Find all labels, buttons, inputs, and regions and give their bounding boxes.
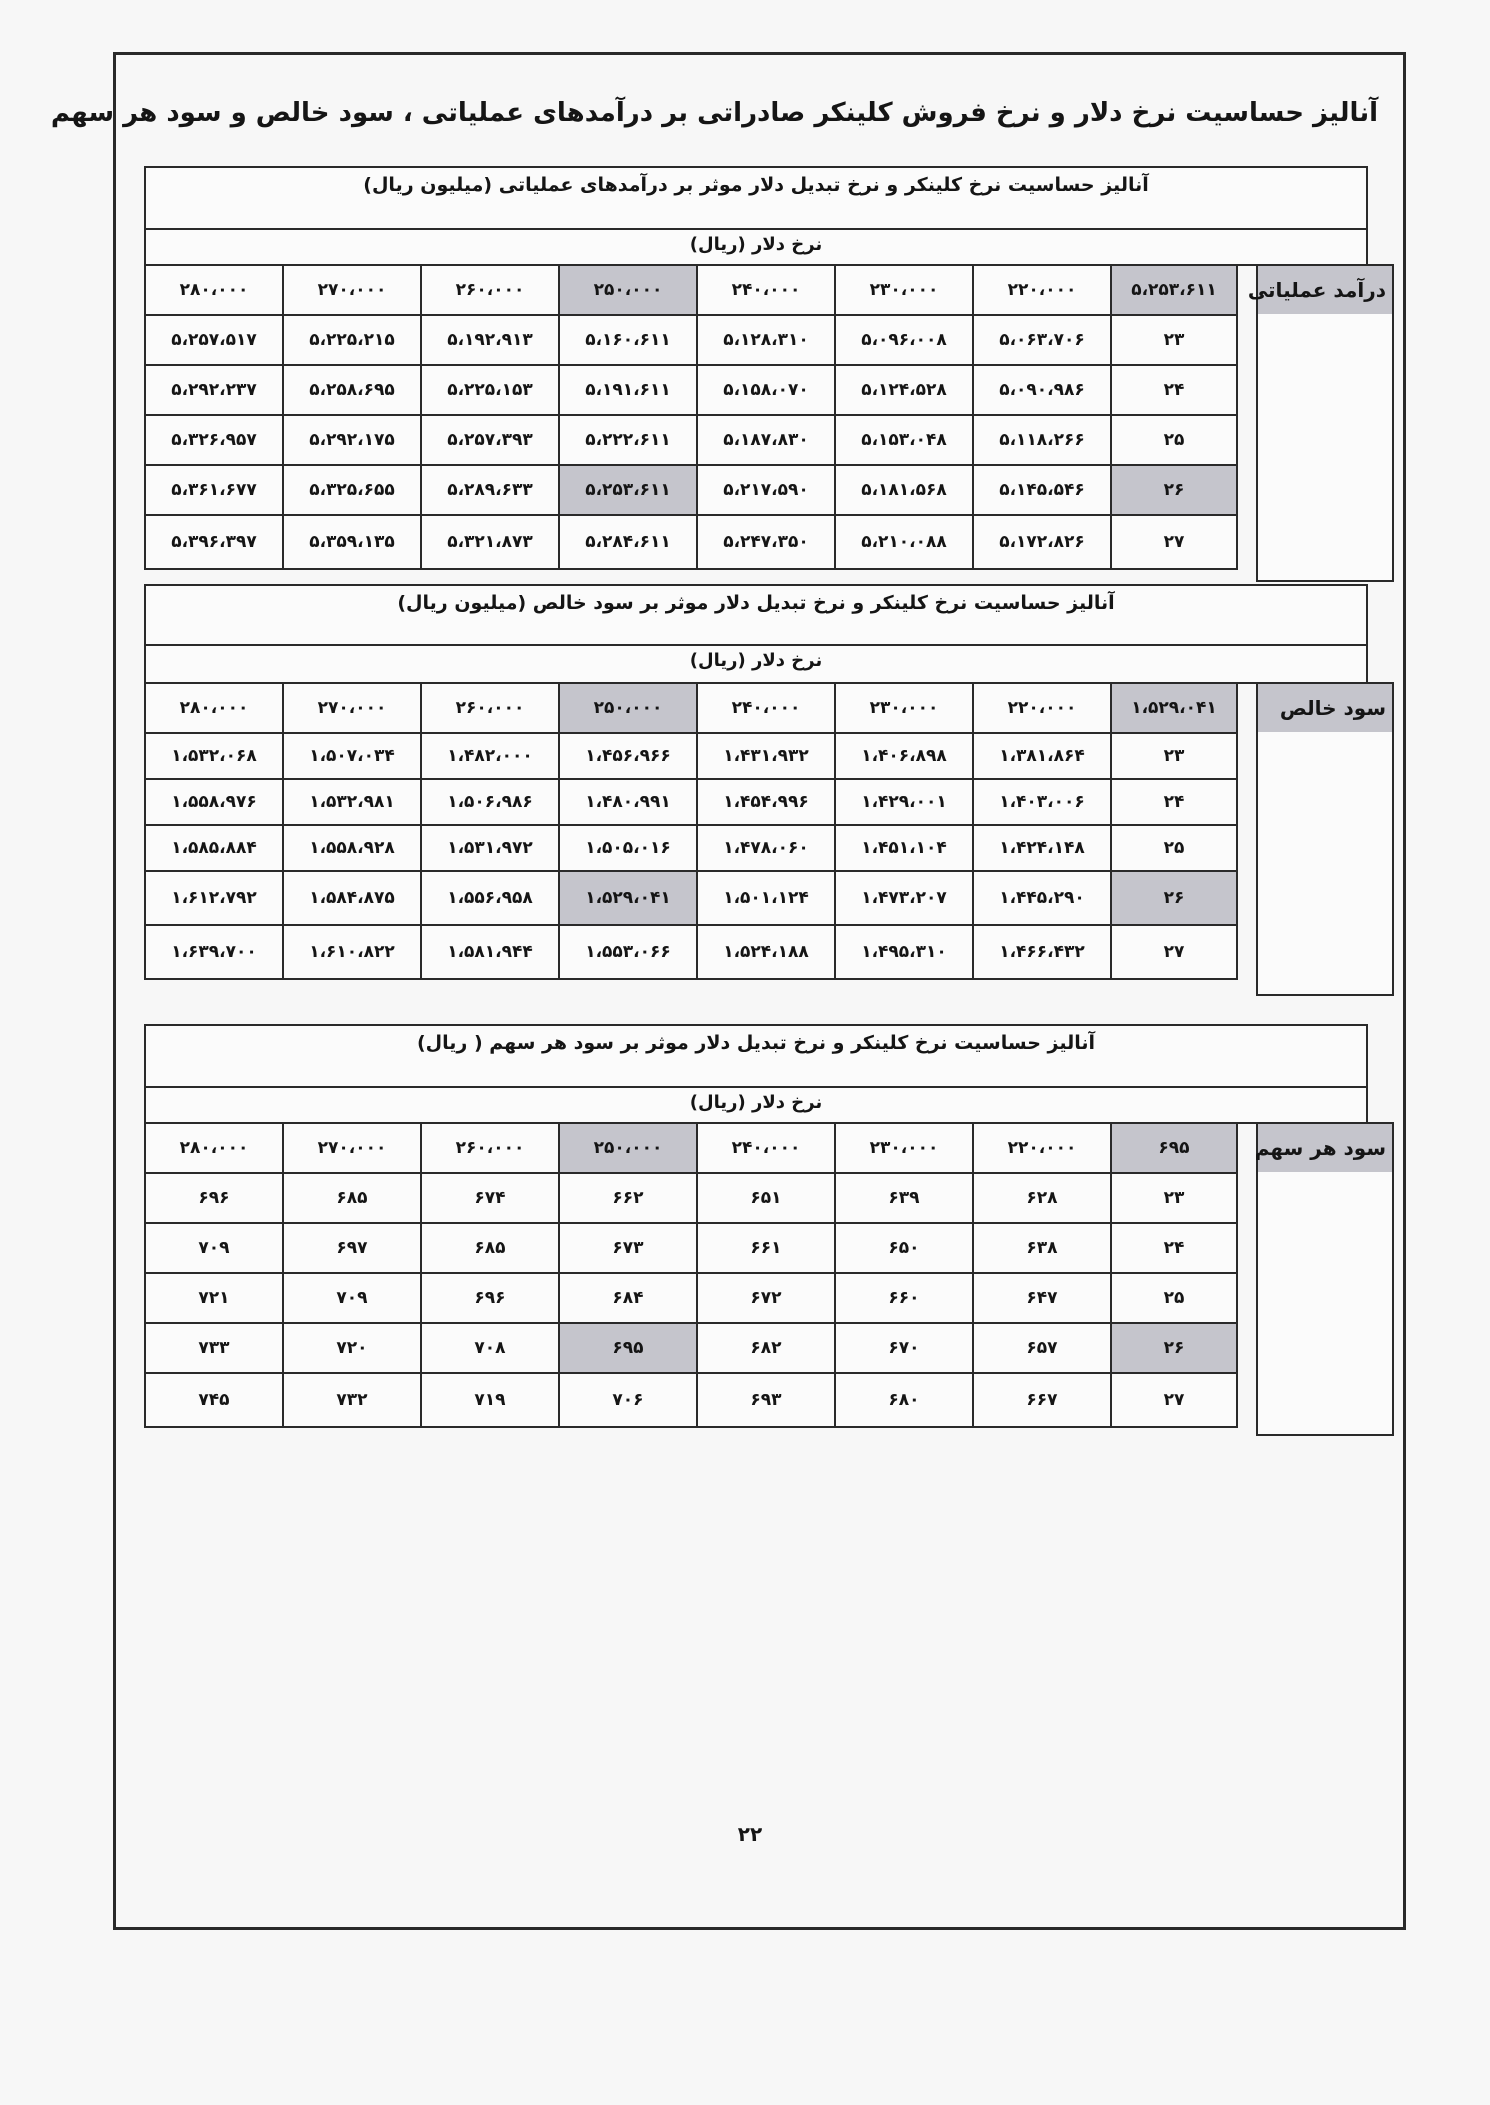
dollar-rate-header: ۲۲۰،۰۰۰ [973,265,1111,315]
value-cell: ۱،۶۱۲،۷۹۲ [145,871,283,925]
value-cell: ۵،۲۹۲،۱۷۵ [283,415,421,465]
value-cell: ۷۰۶ [559,1373,697,1427]
value-cell: ۱،۴۴۵،۲۹۰ [973,871,1111,925]
value-cell: ۱،۵۸۱،۹۴۴ [421,925,559,979]
value-cell: ۶۹۳ [697,1373,835,1427]
value-cell: ۵،۲۵۷،۳۹۳ [421,415,559,465]
dollar-rate-header: ۲۶۰،۰۰۰ [421,1123,559,1173]
value-cell: ۵،۱۸۷،۸۳۰ [697,415,835,465]
value-cell: ۱،۵۲۴،۱۸۸ [697,925,835,979]
value-cell: ۷۰۸ [421,1323,559,1373]
value-cell: ۵،۳۶۱،۶۷۷ [145,465,283,515]
dollar-rate-header: ۲۲۰،۰۰۰ [973,683,1111,733]
value-cell: ۱،۴۰۶،۸۹۸ [835,733,973,779]
section-subtitle: نرخ دلار (ریال) [689,650,823,671]
value-cell: ۶۷۳ [559,1223,697,1273]
label-column [1256,314,1394,582]
section-header [144,166,1368,266]
label-column [1256,1172,1394,1436]
value-cell: ۶۳۹ [835,1173,973,1223]
dollar-rate-header: ۲۵۰،۰۰۰ [559,265,697,315]
section-header [144,584,1368,684]
value-cell: ۵،۲۲۵،۲۱۵ [283,315,421,365]
value-cell: ۵،۰۹۶،۰۰۸ [835,315,973,365]
value-cell: ۱،۵۰۶،۹۸۶ [421,779,559,825]
table-row [145,465,1237,515]
value-cell: ۷۰۹ [283,1273,421,1323]
value-cell: ۱،۵۵۸،۹۲۸ [283,825,421,871]
value-cell: ۵،۱۹۱،۶۱۱ [559,365,697,415]
dollar-rate-header: ۲۴۰،۰۰۰ [697,1123,835,1173]
value-cell: ۱،۵۰۱،۱۲۴ [697,871,835,925]
value-cell: ۶۲۸ [973,1173,1111,1223]
value-cell: ۶۹۶ [145,1173,283,1223]
value-cell: ۱،۵۳۱،۹۷۲ [421,825,559,871]
section-subtitle: نرخ دلار (ریال) [689,1092,823,1113]
sensitivity-table [144,264,1238,570]
clinker-rate-cell: ۲۷ [1111,925,1237,979]
base-value-cell: ۱،۵۲۹،۰۴۱ [1111,683,1237,733]
table-row [145,871,1237,925]
value-cell: ۱،۵۵۸،۹۷۶ [145,779,283,825]
dollar-rate-header: ۲۷۰،۰۰۰ [283,1123,421,1173]
value-cell: ۱،۵۰۷،۰۳۴ [283,733,421,779]
value-cell: ۵،۱۵۸،۰۷۰ [697,365,835,415]
value-cell: ۱،۴۶۶،۴۳۲ [973,925,1111,979]
page-number: ۲۲ [737,1822,763,1846]
clinker-rate-cell: ۲۳ [1111,315,1237,365]
value-cell: ۶۶۷ [973,1373,1111,1427]
section-title: آنالیز حساسیت نرخ کلینکر و نرخ تبدیل دلار موثر بر درآمدهای عملیاتی (میلیون ریال) [363,174,1149,196]
row-label-operating-revenue: درآمد عملیاتی [1256,264,1394,316]
table-row [145,779,1237,825]
base-value-cell: ۶۹۵ [1111,1123,1237,1173]
value-cell: ۵،۱۱۸،۲۶۶ [973,415,1111,465]
value-cell: ۵،۳۹۶،۳۹۷ [145,515,283,569]
value-cell: ۱،۵۸۵،۸۸۴ [145,825,283,871]
label-column [1256,732,1394,996]
value-cell: ۵،۱۲۸،۳۱۰ [697,315,835,365]
value-cell: ۵،۱۷۲،۸۲۶ [973,515,1111,569]
clinker-rate-cell: ۲۵ [1111,825,1237,871]
value-cell: ۶۷۰ [835,1323,973,1373]
section-subtitle: نرخ دلار (ریال) [689,234,823,255]
value-cell: ۷۰۹ [145,1223,283,1273]
divider [146,228,1366,230]
clinker-rate-cell: ۲۳ [1111,1173,1237,1223]
clinker-rate-cell: ۲۵ [1111,415,1237,465]
value-cell: ۵،۳۵۹،۱۳۵ [283,515,421,569]
value-cell: ۶۴۷ [973,1273,1111,1323]
header-row [145,683,1237,733]
value-cell: ۵،۲۱۷،۵۹۰ [697,465,835,515]
value-cell: ۵،۲۸۹،۶۳۳ [421,465,559,515]
value-cell: ۷۳۳ [145,1323,283,1373]
value-cell: ۵،۱۸۱،۵۶۸ [835,465,973,515]
clinker-rate-cell: ۲۶ [1111,465,1237,515]
clinker-rate-cell: ۲۵ [1111,1273,1237,1323]
value-cell: ۵،۱۴۵،۵۴۶ [973,465,1111,515]
value-cell: ۱،۴۲۹،۰۰۱ [835,779,973,825]
value-cell: ۱،۶۱۰،۸۲۲ [283,925,421,979]
value-cell: ۵،۱۵۳،۰۴۸ [835,415,973,465]
value-cell: ۷۴۵ [145,1373,283,1427]
value-cell: ۵،۲۱۰،۰۸۸ [835,515,973,569]
table-row [145,825,1237,871]
divider [146,1086,1366,1088]
value-cell: ۶۸۵ [283,1173,421,1223]
row-label-eps: سود هر سهم [1256,1122,1394,1174]
value-cell: ۱،۶۳۹،۷۰۰ [145,925,283,979]
page-title: آنالیز حساسیت نرخ دلار و نرخ فروش کلینکر صادراتی بر درآمدهای عملیاتی ، سود خالص و سود هر سهم [50,98,1378,128]
value-cell: ۶۸۵ [421,1223,559,1273]
value-cell: ۵،۰۹۰،۹۸۶ [973,365,1111,415]
dollar-rate-header: ۲۷۰،۰۰۰ [283,683,421,733]
sensitivity-table [144,1122,1238,1428]
dollar-rate-header: ۲۳۰،۰۰۰ [835,683,973,733]
value-cell: ۶۹۶ [421,1273,559,1323]
clinker-rate-cell: ۲۴ [1111,365,1237,415]
value-cell: ۱،۵۵۳،۰۶۶ [559,925,697,979]
value-cell: ۱،۴۸۲،۰۰۰ [421,733,559,779]
value-cell: ۵،۳۲۵،۶۵۵ [283,465,421,515]
dollar-rate-header: ۲۳۰،۰۰۰ [835,1123,973,1173]
value-cell: ۱،۴۰۳،۰۰۶ [973,779,1111,825]
value-cell: ۱،۴۸۰،۹۹۱ [559,779,697,825]
clinker-rate-cell: ۲۴ [1111,1223,1237,1273]
dollar-rate-header: ۲۶۰،۰۰۰ [421,265,559,315]
clinker-rate-cell: ۲۷ [1111,1373,1237,1427]
clinker-rate-cell: ۲۶ [1111,1323,1237,1373]
value-cell: ۵،۲۴۷،۳۵۰ [697,515,835,569]
table-row [145,1173,1237,1223]
value-cell: ۵،۰۶۳،۷۰۶ [973,315,1111,365]
value-cell: ۶۷۴ [421,1173,559,1223]
section-title: آنالیز حساسیت نرخ کلینکر و نرخ تبدیل دلار موثر بر سود خالص (میلیون ریال) [397,592,1115,614]
value-cell: ۱،۴۳۱،۹۳۲ [697,733,835,779]
table-row [145,515,1237,569]
value-cell: ۵،۲۵۳،۶۱۱ [559,465,697,515]
value-cell: ۵،۳۲۶،۹۵۷ [145,415,283,465]
value-cell: ۵،۳۲۱،۸۷۳ [421,515,559,569]
value-cell: ۱،۵۲۹،۰۴۱ [559,871,697,925]
value-cell: ۱،۴۹۵،۳۱۰ [835,925,973,979]
value-cell: ۶۵۰ [835,1223,973,1273]
value-cell: ۶۵۱ [697,1173,835,1223]
dollar-rate-header: ۲۷۰،۰۰۰ [283,265,421,315]
clinker-rate-cell: ۲۴ [1111,779,1237,825]
value-cell: ۶۶۱ [697,1223,835,1273]
value-cell: ۱،۴۵۶،۹۶۶ [559,733,697,779]
divider [146,644,1366,646]
section-header [144,1024,1368,1124]
value-cell: ۵،۲۲۲،۶۱۱ [559,415,697,465]
header-row [145,1123,1237,1173]
value-cell: ۷۱۹ [421,1373,559,1427]
value-cell: ۱،۵۳۲،۹۸۱ [283,779,421,825]
dollar-rate-header: ۲۴۰،۰۰۰ [697,265,835,315]
base-value-cell: ۵،۲۵۳،۶۱۱ [1111,265,1237,315]
value-cell: ۱،۵۳۲،۰۶۸ [145,733,283,779]
value-cell: ۱،۵۵۶،۹۵۸ [421,871,559,925]
table-row [145,315,1237,365]
dollar-rate-header: ۲۲۰،۰۰۰ [973,1123,1111,1173]
value-cell: ۱،۵۰۵،۰۱۶ [559,825,697,871]
value-cell: ۶۸۴ [559,1273,697,1323]
value-cell: ۶۸۲ [697,1323,835,1373]
value-cell: ۵،۲۹۲،۲۳۷ [145,365,283,415]
section-title: آنالیز حساسیت نرخ کلینکر و نرخ تبدیل دلار موثر بر سود هر سهم ( ریال) [416,1032,1095,1054]
header-row [145,265,1237,315]
table-row [145,733,1237,779]
table-row [145,415,1237,465]
value-cell: ۶۷۲ [697,1273,835,1323]
table-row [145,1273,1237,1323]
dollar-rate-header: ۲۸۰،۰۰۰ [145,1123,283,1173]
dollar-rate-header: ۲۶۰،۰۰۰ [421,683,559,733]
value-cell: ۱،۴۷۸،۰۶۰ [697,825,835,871]
clinker-rate-cell: ۲۳ [1111,733,1237,779]
value-cell: ۷۲۰ [283,1323,421,1373]
value-cell: ۶۸۰ [835,1373,973,1427]
table-row [145,1223,1237,1273]
value-cell: ۱،۵۸۴،۸۷۵ [283,871,421,925]
dollar-rate-header: ۲۵۰،۰۰۰ [559,1123,697,1173]
value-cell: ۶۹۷ [283,1223,421,1273]
sensitivity-table [144,682,1238,980]
value-cell: ۶۵۷ [973,1323,1111,1373]
value-cell: ۵،۱۶۰،۶۱۱ [559,315,697,365]
value-cell: ۶۹۵ [559,1323,697,1373]
value-cell: ۵،۲۵۷،۵۱۷ [145,315,283,365]
clinker-rate-cell: ۲۷ [1111,515,1237,569]
dollar-rate-header: ۲۸۰،۰۰۰ [145,683,283,733]
value-cell: ۶۶۲ [559,1173,697,1223]
dollar-rate-header: ۲۴۰،۰۰۰ [697,683,835,733]
value-cell: ۱،۳۸۱،۸۶۴ [973,733,1111,779]
table-row [145,1373,1237,1427]
clinker-rate-cell: ۲۶ [1111,871,1237,925]
table-row [145,925,1237,979]
value-cell: ۶۶۰ [835,1273,973,1323]
dollar-rate-header: ۲۳۰،۰۰۰ [835,265,973,315]
table-row [145,1323,1237,1373]
value-cell: ۷۳۲ [283,1373,421,1427]
row-label-net-profit: سود خالص [1256,682,1394,734]
value-cell: ۱،۴۵۴،۹۹۶ [697,779,835,825]
value-cell: ۵،۲۲۵،۱۵۳ [421,365,559,415]
value-cell: ۱،۴۲۴،۱۴۸ [973,825,1111,871]
value-cell: ۱،۴۷۳،۲۰۷ [835,871,973,925]
value-cell: ۶۳۸ [973,1223,1111,1273]
table-row [145,365,1237,415]
value-cell: ۵،۲۵۸،۶۹۵ [283,365,421,415]
value-cell: ۵،۱۲۴،۵۲۸ [835,365,973,415]
value-cell: ۵،۲۸۴،۶۱۱ [559,515,697,569]
dollar-rate-header: ۲۸۰،۰۰۰ [145,265,283,315]
dollar-rate-header: ۲۵۰،۰۰۰ [559,683,697,733]
value-cell: ۵،۱۹۲،۹۱۳ [421,315,559,365]
value-cell: ۱،۴۵۱،۱۰۴ [835,825,973,871]
value-cell: ۷۲۱ [145,1273,283,1323]
